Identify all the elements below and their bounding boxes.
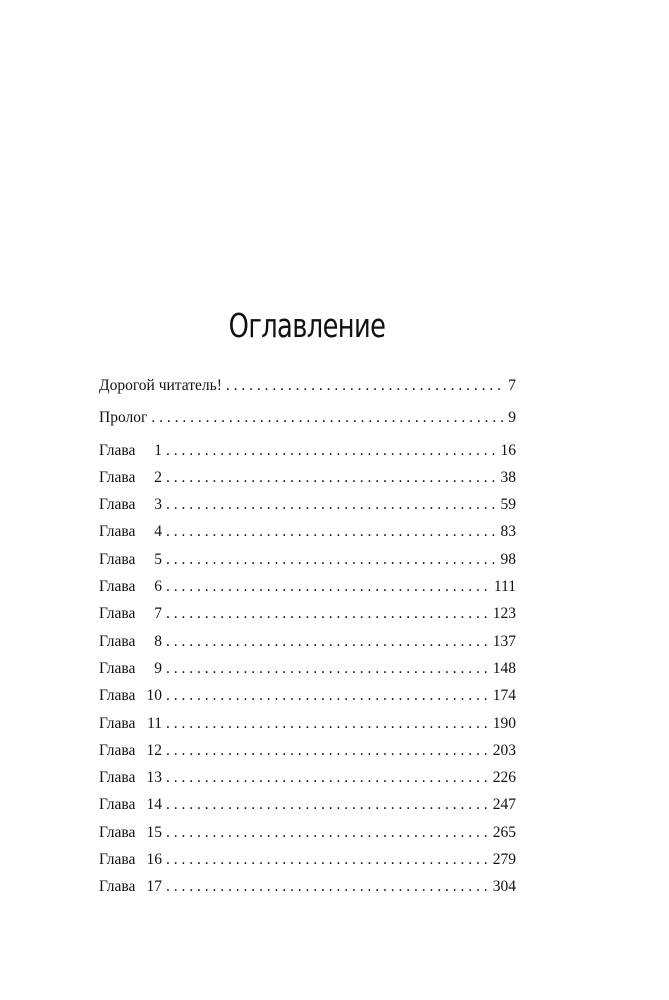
- dot-leader: [166, 819, 491, 846]
- toc-entry: [99, 628, 516, 655]
- toc-entry: [99, 710, 516, 737]
- toc-chapter-label: [99, 764, 162, 791]
- chapter-word: Глава: [99, 578, 136, 596]
- toc-entry-page: 148: [492, 659, 516, 677]
- toc-entry: [99, 655, 516, 682]
- dot-leader: [226, 372, 506, 399]
- toc-chapter-label: [99, 437, 162, 464]
- toc-chapter-label: [99, 791, 162, 818]
- toc-entry-page: 83: [500, 523, 516, 541]
- toc-chapter-label: [99, 710, 162, 737]
- chapter-word: Глава: [99, 468, 136, 486]
- toc-chapter-label: [99, 518, 162, 545]
- toc-entry-page: 279: [492, 851, 516, 869]
- toc-entry: [99, 737, 516, 764]
- chapter-number: 9: [154, 659, 162, 677]
- chapter-number: 1: [154, 441, 162, 459]
- dot-leader: [166, 791, 491, 818]
- chapter-word: Глава: [99, 796, 136, 814]
- toc-entry-page: 203: [492, 741, 516, 759]
- toc-chapter-label: [99, 573, 162, 600]
- toc-entry-page: 265: [492, 823, 516, 841]
- toc-entry: [99, 682, 516, 709]
- chapter-word: Глава: [99, 632, 136, 650]
- chapter-word: Глава: [99, 714, 136, 732]
- toc-entry-page: 9: [508, 409, 516, 427]
- toc-title: Оглавление: [228, 306, 386, 345]
- dot-leader: [166, 846, 491, 873]
- chapter-number: 5: [154, 550, 162, 568]
- dot-leader: [166, 546, 499, 573]
- toc-chapter-label: [99, 737, 162, 764]
- chapter-word: Глава: [99, 659, 136, 677]
- dot-leader: [166, 873, 491, 900]
- toc-entry-page: 137: [492, 632, 516, 650]
- toc-entry: [99, 791, 516, 818]
- chapter-word: Глава: [99, 687, 136, 705]
- toc-entry: [99, 372, 516, 399]
- toc-entry-page: 123: [492, 605, 516, 623]
- chapter-word: Глава: [99, 605, 136, 623]
- toc-entry: [99, 846, 516, 873]
- chapter-number: 11: [147, 714, 162, 732]
- dot-leader: [166, 764, 491, 791]
- toc-entry: [99, 573, 516, 600]
- toc-chapter-label: [99, 819, 162, 846]
- toc-chapter-label: [99, 600, 162, 627]
- chapter-number: 2: [154, 468, 162, 486]
- toc-entry-page: 98: [500, 550, 516, 568]
- chapter-number: 15: [146, 823, 162, 841]
- toc-chapter-label: [99, 491, 162, 518]
- toc-entry: [99, 546, 516, 573]
- dot-leader: [166, 628, 491, 655]
- chapter-word: Глава: [99, 741, 136, 759]
- toc-entry-page: 174: [492, 687, 516, 705]
- toc-chapter-label: [99, 546, 162, 573]
- dot-leader: [166, 737, 491, 764]
- chapter-number: 14: [146, 796, 162, 814]
- toc-entry: [99, 464, 516, 491]
- toc-entry-page: 16: [500, 441, 516, 459]
- toc-entry-page: 111: [493, 578, 516, 596]
- chapter-number: 8: [154, 632, 162, 650]
- chapter-number: 16: [146, 851, 162, 869]
- toc-entry-label: Дорогой читатель!: [99, 377, 222, 394]
- toc-chapter-label: [99, 628, 162, 655]
- toc-entry-page: 59: [500, 496, 516, 514]
- toc-entry: [99, 518, 516, 545]
- chapter-number: 3: [154, 496, 162, 514]
- toc-entry: [99, 404, 516, 431]
- chapter-word: Глава: [99, 769, 136, 787]
- chapter-number: 4: [154, 523, 162, 541]
- dot-leader: [166, 682, 491, 709]
- dot-leader: [166, 600, 491, 627]
- chapter-number: 13: [146, 769, 162, 787]
- toc-entry-page: 247: [492, 796, 516, 814]
- toc-entry-page: 7: [508, 377, 516, 394]
- chapter-number: 7: [154, 605, 162, 623]
- toc-entry: [99, 764, 516, 791]
- dot-leader: [166, 437, 499, 464]
- toc-chapter-label: [99, 846, 162, 873]
- toc-entry: [99, 600, 516, 627]
- chapter-word: Глава: [99, 441, 136, 459]
- toc-chapter-label: [99, 682, 162, 709]
- toc-chapter-label: [99, 464, 162, 491]
- chapter-number: 17: [146, 878, 162, 896]
- chapter-word: Глава: [99, 496, 136, 514]
- toc-entry: [99, 819, 516, 846]
- chapter-word: Глава: [99, 851, 136, 869]
- dot-leader: [166, 464, 499, 491]
- toc-entry-page: 226: [492, 769, 516, 787]
- dot-leader: [151, 404, 506, 431]
- chapter-number: 12: [146, 741, 162, 759]
- table-of-contents: [99, 372, 516, 901]
- dot-leader: [166, 710, 491, 737]
- chapter-word: Глава: [99, 523, 136, 541]
- toc-chapter-label: [99, 873, 162, 900]
- toc-entry-page: 304: [492, 878, 516, 896]
- chapter-word: Глава: [99, 823, 136, 841]
- dot-leader: [166, 518, 499, 545]
- toc-entry: [99, 491, 516, 518]
- dot-leader: [166, 573, 492, 600]
- chapter-number: 10: [146, 687, 162, 705]
- chapter-word: Глава: [99, 878, 136, 896]
- dot-leader: [166, 655, 491, 682]
- toc-entry-page: 38: [500, 468, 516, 486]
- toc-entry-page: 190: [492, 714, 516, 732]
- toc-chapter-label: [99, 655, 162, 682]
- dot-leader: [166, 491, 499, 518]
- toc-entry-label: Пролог: [99, 409, 148, 427]
- toc-entry: [99, 873, 516, 900]
- chapter-number: 6: [154, 578, 162, 596]
- toc-entry: [99, 437, 516, 464]
- chapter-word: Глава: [99, 550, 136, 568]
